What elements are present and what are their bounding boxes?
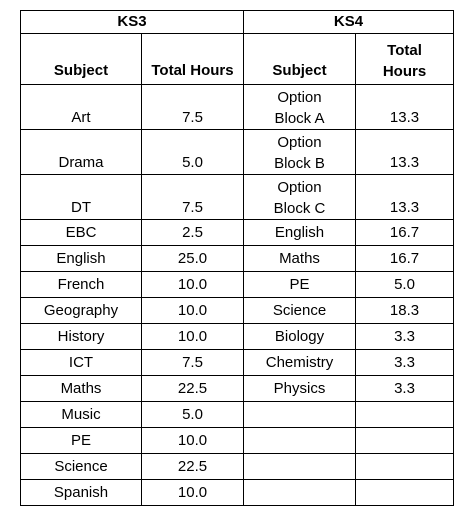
ks3-subject-cell: ICT [21,350,142,376]
ks4-hours-cell: 13.3 [356,85,454,130]
ks3-subject-cell: Art [21,85,142,130]
ks4-subject-cell [244,454,356,480]
table-row [21,130,454,175]
ks4-subject-line2: Block B [274,155,325,172]
ks4-hours-cell [356,480,454,506]
table-row [21,85,454,130]
ks4-subject-cell: Biology [244,324,356,350]
ks4-hours-cell [356,402,454,428]
ks4-subject-cell [244,175,356,220]
ks4-subject-cell: Chemistry [244,350,356,376]
table-row [21,480,454,506]
ks4-subject-cell: English [244,220,356,246]
ks4-subject-cell [244,130,356,175]
ks3-hours-cell: 7.5 [142,350,244,376]
ks4-subject-cell: Science [244,298,356,324]
ks3-subject-cell: PE [21,428,142,454]
ks4-hours-cell: 16.7 [356,246,454,272]
ks3-hours-cell: 5.0 [142,130,244,175]
ks3-hours-cell: 10.0 [142,324,244,350]
ks4-subject-cell [244,480,356,506]
table-row [21,428,454,454]
ks3-hours-cell: 10.0 [142,298,244,324]
ks4-subject-cell: PE [244,272,356,298]
table-row [21,220,454,246]
ks4-hours-cell [356,454,454,480]
ks4-subject-line1: Option [277,134,322,151]
ks4-hours-cell: 3.3 [356,350,454,376]
table-row [21,454,454,480]
ks4-subject-line2: Block A [274,110,325,127]
ks4-subject-cell [244,402,356,428]
table-row [21,376,454,402]
ks4-subject-line1: Option [277,89,322,106]
ks4-subject-cell: Maths [244,246,356,272]
ks3-subject-cell: Drama [21,130,142,175]
table-row [21,246,454,272]
ks4-hours-cell: 5.0 [356,272,454,298]
ks3-subject-cell: English [21,246,142,272]
ks3-subject-cell: EBC [21,220,142,246]
ks4-subject-cell [244,85,356,130]
ks4-total-hours-header-line2: Hours [382,63,427,80]
ks4-hours-cell: 3.3 [356,324,454,350]
table-row [21,324,454,350]
ks3-hours-cell: 5.0 [142,402,244,428]
table-row [21,175,454,220]
ks4-subject-line2: Block C [273,200,326,217]
table-row [21,272,454,298]
ks3-subject-cell: French [21,272,142,298]
ks3-subject-cell: Music [21,402,142,428]
ks3-hours-cell: 2.5 [142,220,244,246]
ks3-hours-cell: 10.0 [142,272,244,298]
ks3-subject-cell: DT [21,175,142,220]
ks3-subject-cell: Maths [21,376,142,402]
ks3-subject-cell: Geography [21,298,142,324]
ks3-hours-cell: 10.0 [142,428,244,454]
ks3-hours-cell: 7.5 [142,85,244,130]
table-row [21,298,454,324]
ks3-subject-cell: Science [21,454,142,480]
ks4-total-hours-header-line1: Total [387,42,422,59]
ks4-hours-cell: 3.3 [356,376,454,402]
ks3-subject-header: Subject [21,34,142,85]
table-row [21,350,454,376]
table-row [21,402,454,428]
hours-table-frame [20,10,454,506]
ks4-header: KS4 [244,11,454,34]
ks3-header: KS3 [21,11,244,34]
ks3-subject-cell: History [21,324,142,350]
ks3-hours-cell: 7.5 [142,175,244,220]
ks3-hours-cell: 10.0 [142,480,244,506]
column-header-row [21,34,454,85]
ks4-subject-line1: Option [277,179,322,196]
ks4-subject-header: Subject [244,34,356,85]
ks3-hours-cell: 22.5 [142,454,244,480]
group-header-row [21,11,454,34]
ks3-subject-cell: Spanish [21,480,142,506]
curriculum-hours-table [20,10,454,506]
ks4-hours-cell: 16.7 [356,220,454,246]
ks4-hours-cell: 13.3 [356,175,454,220]
ks4-hours-cell [356,428,454,454]
ks4-total-hours-header [356,34,454,85]
ks4-subject-cell: Physics [244,376,356,402]
ks3-total-hours-header: Total Hours [142,34,244,85]
ks4-hours-cell: 13.3 [356,130,454,175]
ks4-hours-cell: 18.3 [356,298,454,324]
ks3-hours-cell: 22.5 [142,376,244,402]
ks3-hours-cell: 25.0 [142,246,244,272]
ks4-subject-cell [244,428,356,454]
